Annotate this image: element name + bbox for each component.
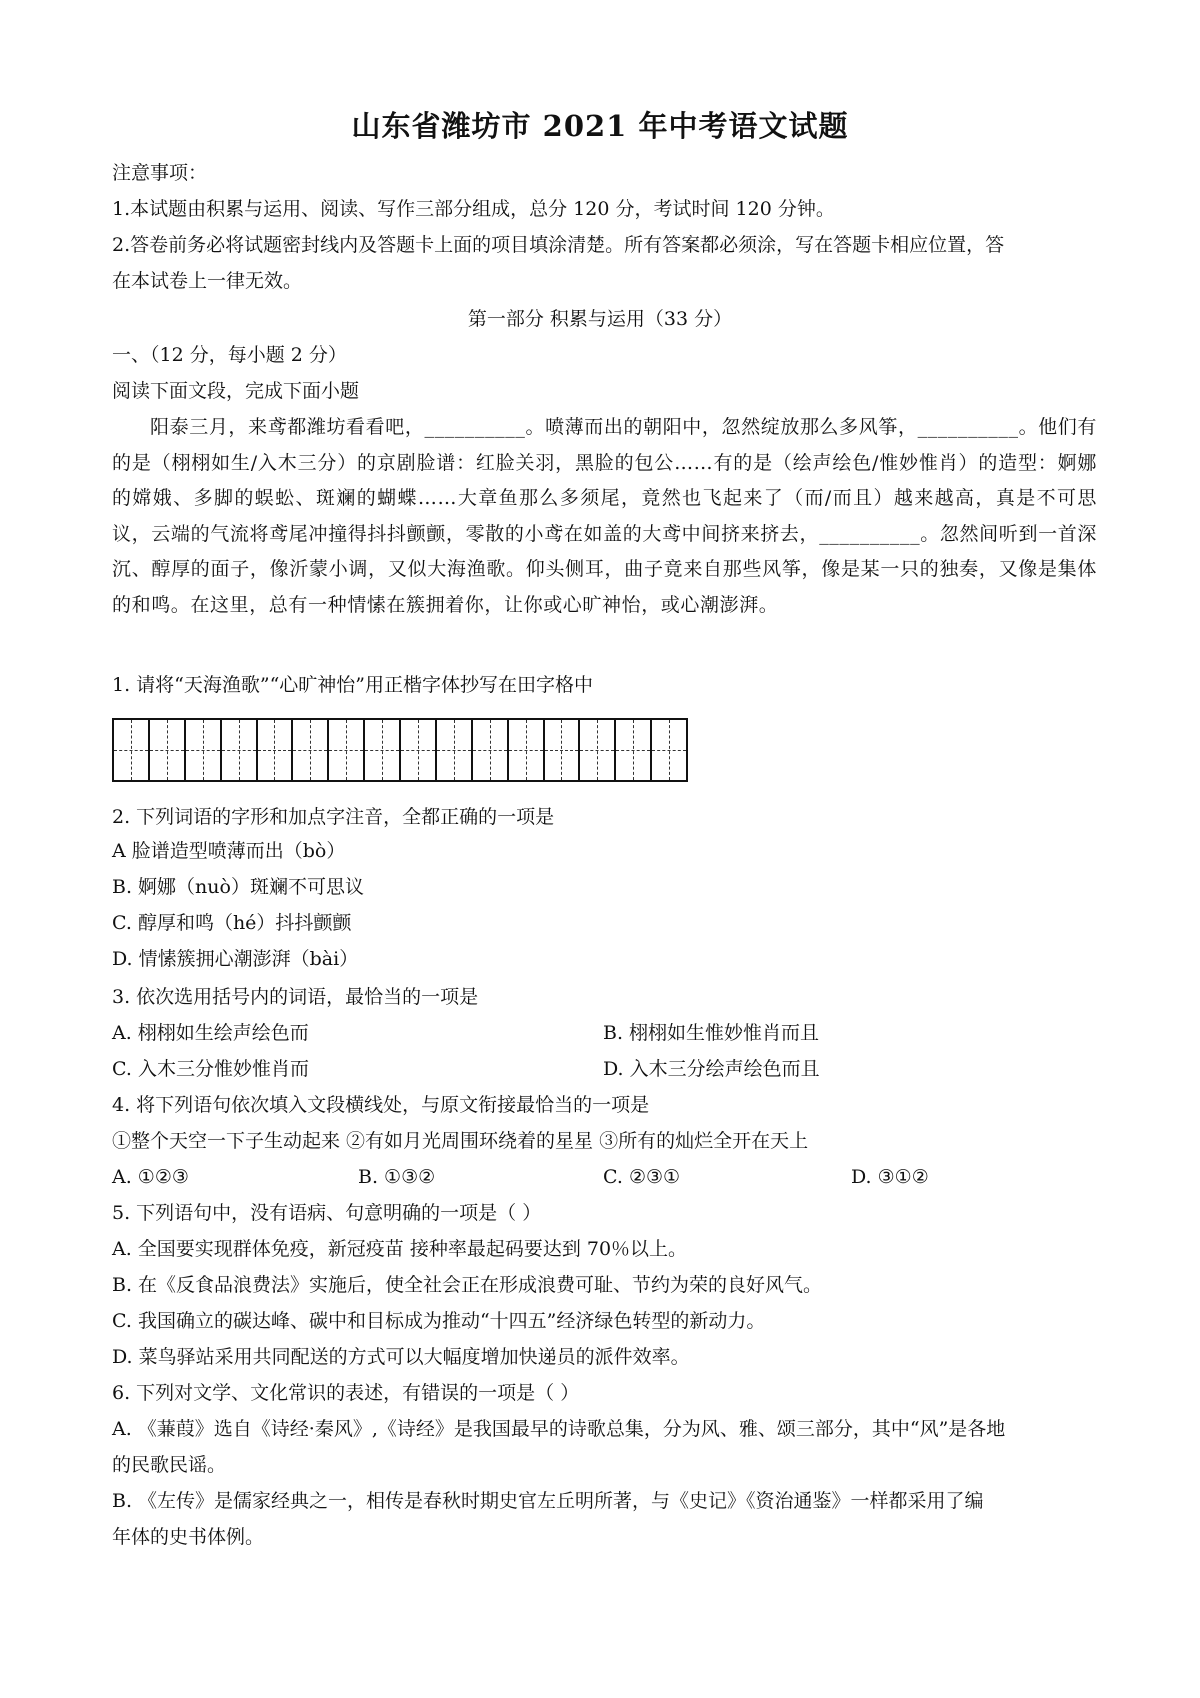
question-4-option-a: A. ①②③ [112, 1166, 189, 1188]
grid-cell[interactable] [114, 720, 150, 780]
question-2-option-d: D. 情愫簇拥心潮澎湃（bài） [112, 948, 359, 970]
reading-passage: 阳泰三月，来鸢都潍坊看看吧，__________。喷薄而出的朝阳中，忽然绽放那么多风筝，__________。他们有的是（栩栩如生/入木三分）的京剧脸谱：红脸关羽，黑脸的包公……有的是（绘声绘色/惟妙惟肖）的造型：婀娜的嫦娥、多脚的蜈蚣、斑斓的蝴蝶……大章鱼那么多须尾，竟然也飞起来了（而/而且）越来越高，真是不可思议，云端的气流将鸢尾冲撞得抖抖颤颤，零散的小鸢在如盖的大鸢中间挤来挤去，__________。忽然间听到一首深沉、醇厚的面子，像沂蒙小调，又似大海渔歌。仰头侧耳，曲子竟来自那些风筝，像是某一只的独奏，又像是集体的和鸣。在这里，总有一种情愫在簇拥着你，让你或心旷神怡，或心潮澎湃。 [112, 416, 1097, 616]
question-5-option-d: D. 菜鸟驿站采用共同配送的方式可以大幅度增加快递员的派件效率。 [112, 1346, 690, 1368]
grid-cell[interactable] [616, 720, 652, 780]
question-6-stem: 6. 下列对文学、文化常识的表述，有错误的一项是（ ） [112, 1382, 580, 1404]
grid-cell[interactable] [509, 720, 545, 780]
grid-cell[interactable] [401, 720, 437, 780]
question-1: 1. 请将“天海渔歌”“心旷神怡”用正楷字体抄写在田字格中 [112, 674, 594, 696]
question-4-option-d: D. ③①② [851, 1166, 929, 1188]
question-5-option-b: B. 在《反食品浪费法》实施后，使全社会正在形成浪费可耻、节约为荣的良好风气。 [112, 1274, 823, 1296]
question-3-option-b: B. 栩栩如生惟妙惟肖而且 [603, 1022, 820, 1044]
question-4-option-b: B. ①③② [358, 1166, 436, 1188]
grid-cell[interactable] [652, 720, 686, 780]
grid-cell[interactable] [186, 720, 222, 780]
question-6-option-b-line-1: B. 《左传》是儒家经典之一，相传是春秋时期史官左丘明所著，与《史记》《资治通鉴》一样都采用了编 [112, 1490, 984, 1512]
grid-cell[interactable] [258, 720, 294, 780]
question-5-option-c: C. 我国确立的碳达峰、碳中和目标成为推动“十四五”经济绿色转型的新动力。 [112, 1310, 766, 1332]
question-2-option-a: A 脸谱造型喷薄而出（bò） [112, 840, 346, 862]
notice-item-2-line-1: 2.答卷前务必将试题密封线内及答题卡上面的项目填涂清楚。所有答案都必须涂，写在答题卡相应位置，答 [112, 234, 1005, 256]
section-heading: 一、（12 分，每小题 2 分） [112, 344, 347, 366]
question-2-option-c: C. 醇厚和鸣（hé）抖抖颤颤 [112, 912, 352, 934]
notice-heading: 注意事项： [112, 162, 208, 184]
question-2-option-b: B. 婀娜（nuò）斑斓不可思议 [112, 876, 364, 898]
question-3-option-c: C. 入木三分惟妙惟肖而 [112, 1058, 309, 1080]
question-4-items: ①整个天空一下子生动起来 ②有如月光周围环绕着的星星 ③所有的灿烂全开在天上 [112, 1130, 809, 1152]
grid-cell[interactable] [329, 720, 365, 780]
grid-cell[interactable] [150, 720, 186, 780]
question-2-stem: 2. 下列词语的字形和加点字注音，全都正确的一项是 [112, 806, 555, 828]
passage-instruction: 阅读下面文段，完成下面小题 [112, 380, 360, 402]
question-4-option-c: C. ②③① [603, 1166, 681, 1188]
grid-cell[interactable] [293, 720, 329, 780]
part1-title: 第一部分 积累与运用（33 分） [467, 308, 733, 330]
question-3-option-d: D. 入木三分绘声绘色而且 [603, 1058, 820, 1080]
grid-cell[interactable] [580, 720, 616, 780]
question-6-option-a-line-1: A. 《蒹葭》选自《诗经·秦风》,《诗经》是我国最早的诗歌总集，分为风、雅、颂三部分，其中“风”是各地 [112, 1418, 1006, 1440]
grid-cell[interactable] [222, 720, 258, 780]
question-5-option-a: A. 全国要实现群体免疫，新冠疫苗 接种率最起码要达到 70％以上。 [112, 1238, 688, 1260]
notice-item-2-line-2: 在本试卷上一律无效。 [112, 270, 303, 292]
question-3-option-a: A. 栩栩如生绘声绘色而 [112, 1022, 309, 1044]
question-6-option-b-line-2: 年体的史书体例。 [112, 1526, 265, 1548]
grid-cell[interactable] [473, 720, 509, 780]
grid-cell[interactable] [437, 720, 473, 780]
grid-cell[interactable] [545, 720, 581, 780]
notice-item-1: 1.本试题由积累与运用、阅读、写作三部分组成，总分 120 分，考试时间 120 分钟。 [112, 198, 835, 220]
tianzi-grid[interactable] [112, 718, 688, 782]
grid-cell[interactable] [365, 720, 401, 780]
question-3-stem: 3. 依次选用括号内的词语，最恰当的一项是 [112, 986, 479, 1008]
question-5-stem: 5. 下列语句中，没有语病、句意明确的一项是（ ） [112, 1202, 542, 1224]
exam-title: 山东省潍坊市 2021 年中考语文试题 [351, 109, 849, 143]
question-6-option-a-line-2: 的民歌民谣。 [112, 1454, 227, 1476]
question-4-stem: 4. 将下列语句依次填入文段横线处，与原文衔接最恰当的一项是 [112, 1094, 650, 1116]
